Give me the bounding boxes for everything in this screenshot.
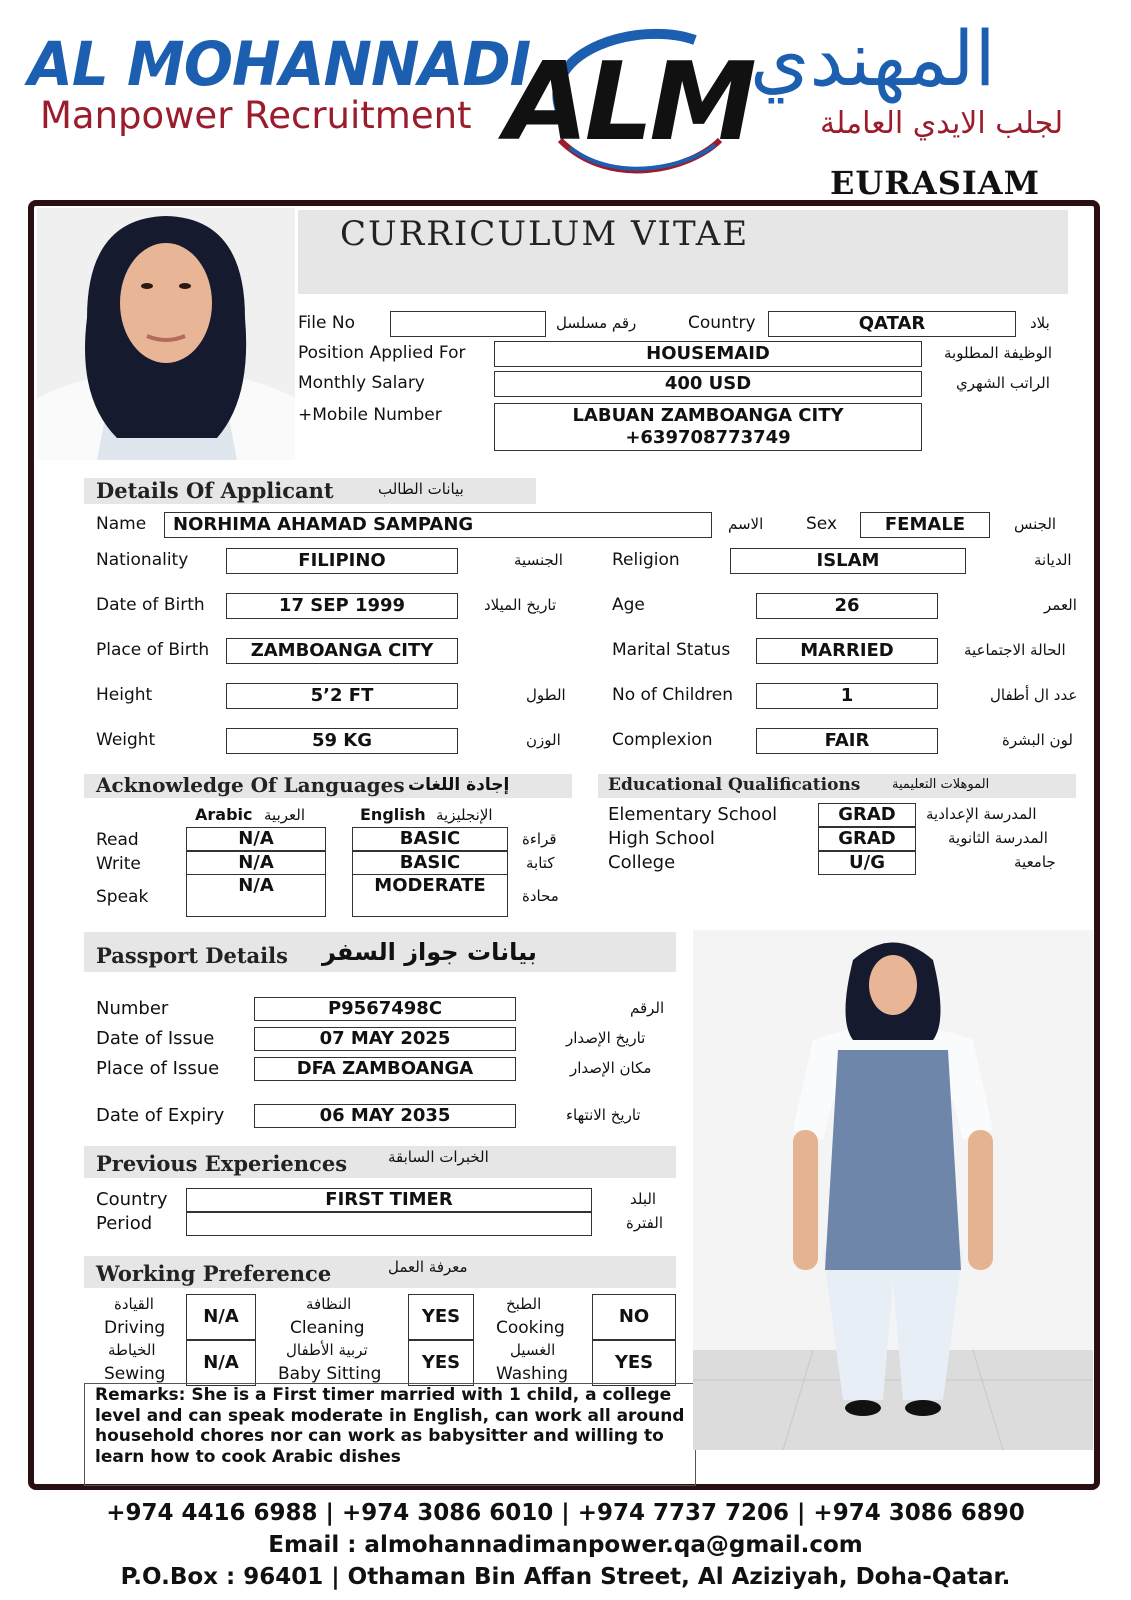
remarks-text: Remarks: She is a First timer married with 1 child, a college level and can speak moderate in English, can work all around household chores nor can work as babysitter and willing to learn how to cook Arabic dishes (84, 1383, 696, 1486)
position-arabic: الوظيفة المطلوبة (944, 344, 1052, 362)
read-label: Read (96, 830, 139, 850)
footer-address: P.O.Box : 96401 | Othaman Bin Affan Street, Al Aziziyah, Doha-Qatar. (120, 1564, 1011, 1590)
sewing-arabic: الخياطة (108, 1341, 156, 1359)
cleaning-label: Cleaning (290, 1318, 365, 1338)
exp-country-arabic: البلد (630, 1190, 657, 1208)
expiry-date-value: 06 MAY 2035 (254, 1104, 516, 1128)
high-school-arabic: المدرسة الثانوية (948, 829, 1048, 847)
college-arabic: جامعية (1014, 853, 1056, 871)
passport-number-label: Number (96, 998, 169, 1019)
dob-label: Date of Birth (96, 595, 205, 615)
babysitting-arabic: تربية الأطفال (286, 1341, 368, 1359)
expiry-date-label: Date of Expiry (96, 1105, 225, 1126)
salary-label: Monthly Salary (298, 373, 425, 393)
expiry-date-arabic: تاريخ الانتهاء (566, 1106, 641, 1124)
sewing-value: N/A (186, 1340, 256, 1386)
brand-arabic: المهندي (750, 14, 996, 103)
partner-name: EURASIAM (830, 164, 1041, 202)
age-label: Age (612, 595, 645, 615)
exp-country-label: Country (96, 1189, 168, 1210)
children-arabic: عدد ال أطفال (990, 686, 1078, 704)
washing-value: YES (592, 1340, 676, 1386)
driving-arabic: القيادة (114, 1295, 154, 1313)
religion-arabic: الديانة (1034, 551, 1072, 569)
elementary-value: GRAD (818, 803, 916, 827)
country-arabic: بلاد (1030, 314, 1050, 332)
marital-arabic: الحالة الاجتماعية (964, 641, 1066, 659)
children-value: 1 (756, 683, 938, 709)
driving-label: Driving (104, 1318, 166, 1338)
dob-value: 17 SEP 1999 (226, 593, 458, 619)
name-label: Name (96, 514, 147, 534)
experience-section-arabic: الخبرات السابقة (388, 1148, 489, 1166)
weight-label: Weight (96, 730, 156, 750)
passport-section-arabic: بيانات جواز السفر (322, 938, 537, 966)
cooking-arabic: الطبخ (506, 1295, 542, 1313)
speak-label: Speak (96, 887, 149, 907)
brand-tagline: Manpower Recruitment (40, 94, 472, 137)
write-arabic: كتابة (526, 854, 555, 872)
sex-arabic: الجنس (1014, 515, 1057, 533)
height-value: 5’2 FT (226, 683, 458, 709)
english-col-header: English (360, 805, 426, 824)
college-label: College (608, 852, 676, 873)
name-value: NORHIMA AHAMAD SAMPANG (164, 512, 712, 538)
write-label: Write (96, 854, 141, 874)
footer-email: Email : almohannadimanpower.qa@gmail.com (268, 1532, 863, 1558)
exp-country-value: FIRST TIMER (186, 1188, 592, 1212)
issue-place-value: DFA ZAMBOANGA (254, 1057, 516, 1081)
complexion-arabic: لون البشرة (1002, 731, 1073, 749)
mobile-label: +Mobile Number (298, 405, 442, 425)
sewing-label: Sewing (104, 1364, 166, 1384)
preference-section-arabic: معرفة العمل (388, 1258, 468, 1276)
english-write-value: BASIC (352, 851, 508, 875)
washing-arabic: الغسيل (510, 1341, 556, 1359)
mobile-number: +639708773749 (625, 427, 791, 448)
weight-arabic: الوزن (526, 731, 561, 749)
file-no-label: File No (298, 313, 355, 333)
languages-section-title: Acknowledge Of Languages (96, 773, 405, 797)
mobile-value-box (494, 403, 922, 451)
issue-date-label: Date of Issue (96, 1028, 215, 1049)
exp-period-label: Period (96, 1213, 153, 1234)
languages-section-arabic: إجادة اللغات (408, 775, 510, 795)
arabic-read-value: N/A (186, 827, 326, 851)
arabic-col-header-arabic: العربية (264, 806, 305, 824)
nationality-label: Nationality (96, 550, 189, 570)
religion-value: ISLAM (730, 548, 966, 574)
exp-period-value (186, 1212, 592, 1236)
english-speak-value: MODERATE (374, 875, 486, 896)
washing-label: Washing (496, 1364, 569, 1384)
passport-number-value: P9567498C (254, 997, 516, 1021)
sex-value: FEMALE (860, 512, 990, 538)
applicant-full-body-photo (693, 930, 1093, 1450)
passport-number-arabic: الرقم (630, 999, 665, 1017)
pob-label: Place of Birth (96, 640, 210, 660)
applicant-portrait-photo (37, 208, 295, 460)
exp-period-arabic: الفترة (626, 1214, 663, 1232)
salary-arabic: الراتب الشهري (956, 374, 1050, 392)
passport-section-title: Passport Details (96, 943, 288, 968)
complexion-value: FAIR (756, 728, 938, 754)
pob-value: ZAMBOANGA CITY (226, 638, 458, 664)
cleaning-value: YES (408, 1294, 474, 1340)
file-no-value (390, 311, 546, 337)
college-value: U/G (818, 851, 916, 875)
applicant-section-title: Details Of Applicant (96, 478, 334, 503)
brand-name: AL MOHANNADI (28, 28, 531, 100)
nationality-value: FILIPINO (226, 548, 458, 574)
brand-mark: ALM (505, 40, 753, 165)
position-value: HOUSEMAID (494, 341, 922, 367)
children-label: No of Children (612, 685, 734, 705)
english-read-value: BASIC (352, 827, 508, 851)
country-label: Country (688, 313, 756, 333)
experience-section-title: Previous Experiences (96, 1151, 348, 1176)
marital-value: MARRIED (756, 638, 938, 664)
issue-place-label: Place of Issue (96, 1058, 220, 1079)
babysitting-label: Baby Sitting (278, 1364, 382, 1384)
education-section-arabic: الموهلات التعليمية (892, 777, 990, 792)
education-section-title: Educational Qualifications (608, 775, 861, 795)
footer-phones: +974 4416 6988 | +974 3086 6010 | +974 7737 7206 | +974 3086 6890 (106, 1500, 1025, 1526)
preference-section-title: Working Preference (96, 1261, 332, 1286)
driving-value: N/A (186, 1294, 256, 1340)
brand-arabic-tagline: لجلب الايدي العاملة (820, 106, 1064, 141)
country-value: QATAR (768, 311, 1016, 337)
height-label: Height (96, 685, 153, 705)
name-arabic: الاسم (728, 515, 764, 533)
high-school-label: High School (608, 828, 715, 849)
salary-value: 400 USD (494, 371, 922, 397)
cooking-value: NO (592, 1294, 676, 1340)
high-school-value: GRAD (818, 827, 916, 851)
read-arabic: قراءة (522, 830, 557, 848)
babysitting-value: YES (408, 1340, 474, 1386)
file-no-arabic: رقم مسلسل (556, 314, 637, 332)
dob-arabic: تاريخ الميلاد (484, 596, 557, 614)
arabic-col-header: Arabic (195, 805, 253, 824)
age-value: 26 (756, 593, 938, 619)
english-col-header-arabic: الإنجليزية (436, 806, 493, 824)
weight-value: 59 KG (226, 728, 458, 754)
issue-date-value: 07 MAY 2025 (254, 1027, 516, 1051)
applicant-section-arabic: بيانات الطالب (378, 480, 464, 498)
issue-place-arabic: مكان الإصدار (570, 1059, 652, 1077)
height-arabic: الطول (526, 686, 566, 704)
cv-title: CURRICULUM VITAE (340, 214, 750, 254)
religion-label: Religion (612, 550, 680, 570)
arabic-speak-value: N/A (238, 875, 274, 896)
elementary-arabic: المدرسة الإعدادية (926, 805, 1037, 823)
cleaning-arabic: النظافة (306, 1295, 352, 1313)
arabic-write-value: N/A (186, 851, 326, 875)
elementary-label: Elementary School (608, 804, 778, 825)
issue-date-arabic: تاريخ الإصدار (566, 1029, 646, 1047)
age-arabic: العمر (1044, 596, 1077, 614)
position-label: Position Applied For (298, 343, 466, 363)
cooking-label: Cooking (496, 1318, 565, 1338)
marital-label: Marital Status (612, 640, 731, 660)
mobile-address: LABUAN ZAMBOANGA CITY (572, 405, 844, 426)
sex-label: Sex (806, 514, 838, 534)
nationality-arabic: الجنسية (514, 551, 563, 569)
complexion-label: Complexion (612, 730, 713, 750)
speak-arabic: محادة (522, 887, 559, 905)
